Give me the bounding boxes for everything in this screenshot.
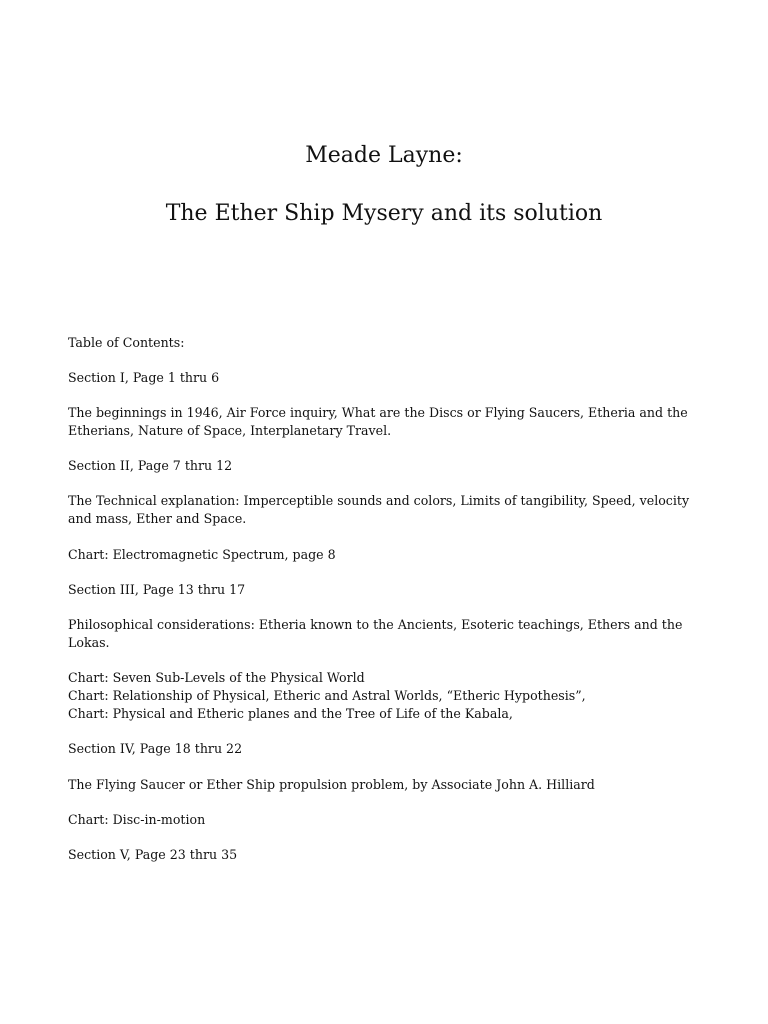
toc-chart-disc-in-motion: Chart: Disc-in-motion — [68, 812, 206, 827]
toc-section-2-description: The Technical explanation: Imperceptible sounds and colors, Limits of tangibility, Speed, velocity and mass, Ether and Space. — [68, 493, 690, 526]
toc-section-3-description: Philosophical considerations: Etheria known to the Ancients, Esoteric teachings, Ethers and the Lokas. — [68, 617, 683, 650]
toc-chart-tree-of-life: Chart: Physical and Etheric planes and the Tree of Life of the Kabala, — [68, 706, 513, 721]
toc-chart-relationship: Chart: Relationship of Physical, Etheric and Astral Worlds, “Etheric Hypothesis”, — [68, 688, 586, 703]
toc-section-5: Section V, Page 23 thru 35 — [68, 847, 238, 862]
toc-section-4-description: The Flying Saucer or Ether Ship propulsion problem, by Associate John A. Hilliard — [68, 777, 595, 792]
document-title: The Ether Ship Mysery and its solution — [165, 201, 603, 226]
author-heading: Meade Layne: — [305, 143, 463, 168]
toc-section-1: Section I, Page 1 thru 6 — [68, 370, 220, 385]
toc-section-2: Section II, Page 7 thru 12 — [68, 458, 233, 473]
toc-chart-sublevels: Chart: Seven Sub-Levels of the Physical World — [68, 670, 365, 685]
toc-section-1-description: The beginnings in 1946, Air Force inquiry, What are the Discs or Flying Saucers, Etheria and the Etherians, Nature of Space, Interplanetary Travel. — [68, 405, 688, 438]
toc-chart-spectrum: Chart: Electromagnetic Spectrum, page 8 — [68, 547, 336, 562]
toc-section-4: Section IV, Page 18 thru 22 — [68, 741, 243, 756]
toc-section-3: Section III, Page 13 thru 17 — [68, 582, 246, 597]
toc-heading: Table of Contents: — [68, 335, 185, 350]
